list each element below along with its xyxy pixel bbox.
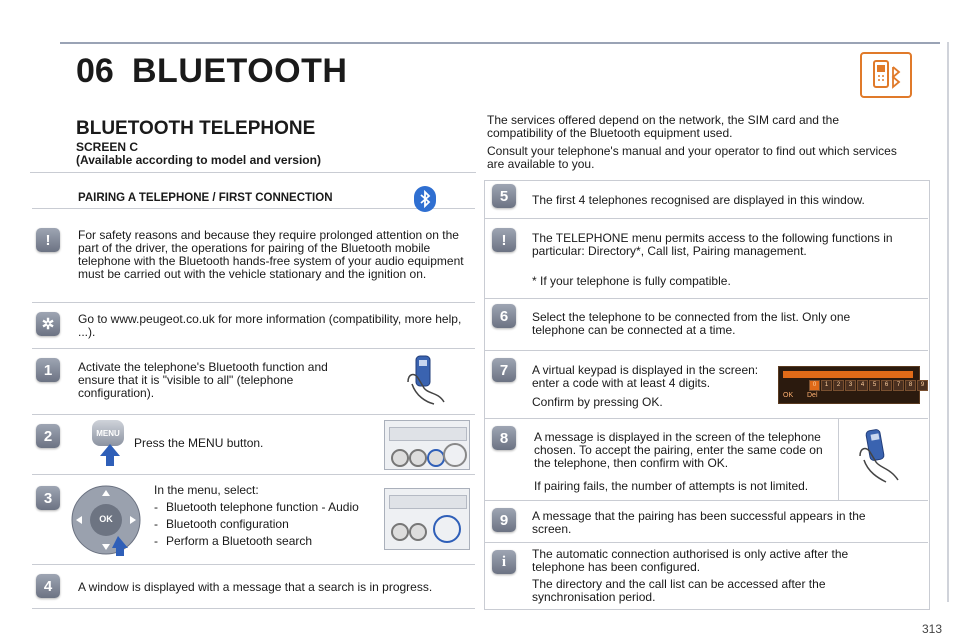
ok-dial-graphic <box>70 484 142 556</box>
hand-phone-icon <box>398 352 454 408</box>
keypad-ok[interactable]: OK <box>783 392 794 399</box>
step-7-text <box>532 364 768 409</box>
info-p2: The directory and the call list can be accessed after the synchronisation period. <box>532 577 826 604</box>
divider <box>838 418 839 500</box>
keypad-key[interactable]: 7 <box>893 380 904 391</box>
step-3-intro: In the menu, select: <box>154 483 259 497</box>
divider <box>32 608 475 609</box>
list-item: - Bluetooth telephone function - Audio <box>154 500 359 514</box>
auto-connection-text <box>532 548 902 604</box>
list-item: - Perform a Bluetooth search <box>154 534 313 548</box>
step-4-text: A window is displayed with a message that a search is in progress. <box>78 580 433 594</box>
keypad-key[interactable]: 9 <box>917 380 928 391</box>
list-item: - Bluetooth configuration <box>154 517 289 531</box>
step-7-p2: Confirm by pressing OK. <box>532 395 663 409</box>
info-p1: The automatic connection authorised is only active after the telephone has been configured. <box>532 547 849 574</box>
radio-unit-graphic <box>384 488 470 550</box>
info-gear-icon: ✲ <box>36 312 60 336</box>
divider <box>32 474 475 475</box>
hand-phone-icon <box>852 426 908 486</box>
keypad-key[interactable]: 6 <box>881 380 892 391</box>
telephone-menu-text: The TELEPHONE menu permits access to the following functions in particular: Directory*, Call list, Pairing management. <box>532 231 893 258</box>
services-p1: The services offered depend on the network, the SIM card and the compatibility of the Bluetooth equipment used. <box>487 113 839 140</box>
step-3-badge: 3 <box>36 486 60 510</box>
step-1-badge: 1 <box>36 358 60 382</box>
info-icon: i <box>492 550 516 574</box>
warning-icon: ! <box>492 228 516 252</box>
step-5-text: The first 4 telephones recognised are displayed in this window. <box>532 193 865 207</box>
step-4-badge: 4 <box>36 574 60 598</box>
divider <box>484 542 928 543</box>
services-p2: Consult your telephone's manual and your operator to find out which services are available to you. <box>487 144 897 171</box>
pairing-header <box>32 180 475 209</box>
divider <box>484 500 928 501</box>
step-1-text: Activate the telephone's Bluetooth function and ensure that it is "visible to all" (telephone configuration). <box>78 360 328 400</box>
step-9-text: A message that the pairing has been successful appears in the screen. <box>532 509 866 536</box>
keypad-keys <box>809 380 928 391</box>
page-number: 313 <box>921 622 942 636</box>
bluetooth-icon <box>414 186 436 212</box>
step-3-text <box>154 484 368 548</box>
services-text <box>487 114 907 171</box>
step-2-badge: 2 <box>36 424 60 448</box>
menu-button-graphic <box>92 420 128 468</box>
step-9-badge: 9 <box>492 508 516 532</box>
safety-warning: For safety reasons and because they require prolonged attention on the part of the driver, the operations for pairing of the Bluetooth mobile telephone with the Bluetooth hands-free system of your audio equipment must be carried out with the vehicle stationary and the ignition on. <box>78 228 464 281</box>
arrow-up-icon <box>92 444 128 466</box>
step-8-text <box>534 431 828 493</box>
divider <box>32 302 475 303</box>
step-2-text: Press the MENU button. <box>134 436 264 450</box>
divider <box>32 414 475 415</box>
info-text: Go to www.peugeot.co.uk for more information (compatibility, more help, ...). <box>78 312 462 339</box>
virtual-keypad <box>778 366 925 404</box>
keypad-key[interactable]: 0 <box>809 380 820 391</box>
intro-block <box>76 118 321 167</box>
divider <box>484 350 928 351</box>
phone-bluetooth-icon <box>860 52 912 98</box>
page-edge <box>947 42 949 602</box>
step-8-p2: If pairing fails, the number of attempts is not limited. <box>534 479 809 493</box>
step-6-badge: 6 <box>492 304 516 328</box>
section-title: BLUETOOTH TELEPHONE <box>76 118 316 139</box>
step-8-badge: 8 <box>492 426 516 450</box>
divider <box>32 348 475 349</box>
keypad-key[interactable]: 1 <box>821 380 832 391</box>
divider <box>484 218 928 219</box>
divider <box>32 564 475 565</box>
intro-rule <box>30 172 476 173</box>
keypad-key[interactable]: 2 <box>833 380 844 391</box>
keypad-del[interactable]: Del <box>807 392 818 399</box>
step-5-badge: 5 <box>492 184 516 208</box>
divider <box>484 418 928 419</box>
step-7-p1: A virtual keypad is displayed in the screen: enter a code with at least 4 digits. <box>532 363 759 390</box>
step-7-badge: 7 <box>492 358 516 382</box>
screen-label: SCREEN C <box>76 140 139 154</box>
step-8-p1: A message is displayed in the screen of the telephone chosen. To accept the pairing, enter the same code on the telephone, then confirm with OK. <box>534 430 823 470</box>
availability-note: (Available according to model and version) <box>76 153 321 167</box>
menu-key: MENU <box>92 420 124 446</box>
keypad-key[interactable]: 4 <box>857 380 868 391</box>
step-6-text: Select the telephone to be connected from the list. Only one telephone can be connected at a time. <box>532 310 851 337</box>
radio-unit-graphic <box>384 420 470 470</box>
page-title: BLUETOOTH <box>132 52 348 90</box>
footnote: * If your telephone is fully compatible. <box>532 274 731 288</box>
keypad-key[interactable]: 8 <box>905 380 916 391</box>
ok-key: OK <box>99 514 113 524</box>
keypad-key[interactable]: 5 <box>869 380 880 391</box>
chapter-number: 06 <box>76 52 114 90</box>
divider <box>484 298 928 299</box>
pairing-title: PAIRING A TELEPHONE / FIRST CONNECTION <box>78 192 333 204</box>
keypad-key[interactable]: 3 <box>845 380 856 391</box>
header-rule <box>60 42 940 44</box>
warning-icon: ! <box>36 228 60 252</box>
